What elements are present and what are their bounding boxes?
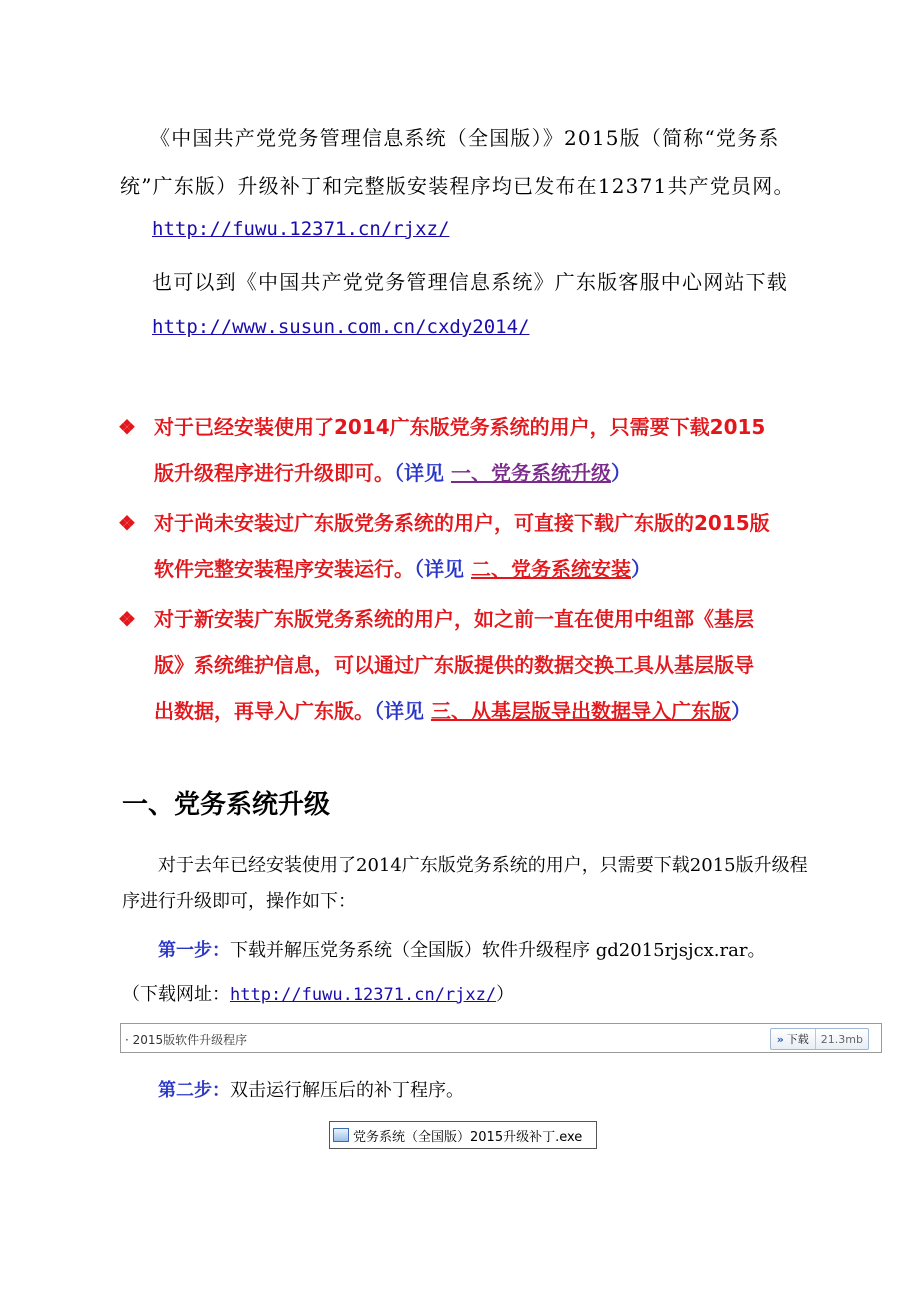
step-1-text: 下载并解压党务系统（全国版）软件升级程序 gd2015rjsjcx.rar。 [230, 940, 766, 961]
section-heading-upgrade: 一、党务系统升级 [122, 790, 331, 820]
bullet-text-line: 出数据，再导入广东版。 [154, 699, 374, 723]
bullet-text-line: 对于新安装广东版党务系统的用户，如之前一直在使用中组部《基层 [154, 607, 754, 631]
link-download-url[interactable]: http://fuwu.12371.cn/rjxz/ [230, 985, 497, 1005]
step-2-text: 双击运行解压后的补丁程序。 [230, 1080, 464, 1101]
download-button-label: 下载 [786, 1033, 809, 1046]
url-prefix: （下载网址： [122, 984, 230, 1005]
link-fuwu-12371[interactable]: http://fuwu.12371.cn/rjxz/ [152, 218, 450, 240]
bullet-item-install [118, 500, 818, 592]
bullet-text-line: 对于尚未安装过广东版党务系统的用户，可直接下载广东版的2015版 [154, 511, 770, 535]
see-close: ） [630, 557, 651, 581]
exe-file-item[interactable] [329, 1121, 597, 1149]
bullet-item-export [118, 596, 818, 734]
see-prefix: （详见 [394, 461, 451, 485]
see-prefix: （详见 [374, 699, 431, 723]
section-paragraph: 对于去年已经安装使用了2014广东版党务系统的用户，只需要下载2015版升级程序进行升级即可，操作如下： [122, 855, 808, 912]
bullet-text-line: 软件完整安装程序安装运行。 [154, 557, 414, 581]
link-section-export[interactable]: 三、从基层版导出数据导入广东版 [430, 699, 731, 723]
exe-file-name: 党务系统（全国版）2015升级补丁.exe [353, 1129, 583, 1145]
diamond-bullet-icon: ❖ [118, 511, 136, 535]
url-suffix: ） [496, 984, 515, 1005]
step-1 [158, 936, 765, 962]
download-button[interactable] [771, 1029, 816, 1049]
step-1-label: 第一步： [158, 940, 230, 961]
see-close: ） [610, 461, 631, 485]
see-prefix: （详见 [414, 557, 471, 581]
intro-line-3: 也可以到《中国共产党党务管理信息系统》广东版客服中心网站下载 [152, 270, 788, 294]
diamond-bullet-icon: ❖ [118, 415, 136, 439]
diamond-bullet-icon: ❖ [118, 607, 136, 631]
link-section-install[interactable]: 二、党务系统安装 [470, 557, 631, 581]
step-1-url-line [122, 980, 514, 1006]
application-icon [333, 1128, 349, 1142]
link-section-upgrade[interactable]: 一、党务系统升级 [450, 461, 611, 485]
bullet-text-line: 版升级程序进行升级即可。 [154, 461, 394, 485]
step-2 [158, 1076, 464, 1102]
intro-line-1: 《中国共产党党务管理信息系统（全国版）》2015版（简称“党务系 [150, 126, 780, 150]
double-chevron-down-icon: » [776, 1032, 784, 1046]
bullet-text-line: 对于已经安装使用了2014广东版党务系统的用户，只需要下载2015 [154, 415, 766, 439]
see-close: ） [730, 699, 751, 723]
step-2-label: 第二步： [158, 1080, 230, 1101]
file-size: 21.3mb [820, 1032, 863, 1046]
download-bar [120, 1023, 882, 1053]
link-susun[interactable]: http://www.susun.com.cn/cxdy2014/ [152, 316, 530, 338]
intro-line-2: 统”广东版）升级补丁和完整版安装程序均已发布在12371共产党员网。 [120, 174, 795, 198]
bullet-text-line: 版》系统维护信息，可以通过广东版提供的数据交换工具从基层版导 [154, 653, 754, 677]
download-item-label: · 2015版软件升级程序 [125, 1033, 248, 1047]
download-widget [770, 1028, 869, 1050]
bullet-item-upgrade [118, 404, 818, 496]
